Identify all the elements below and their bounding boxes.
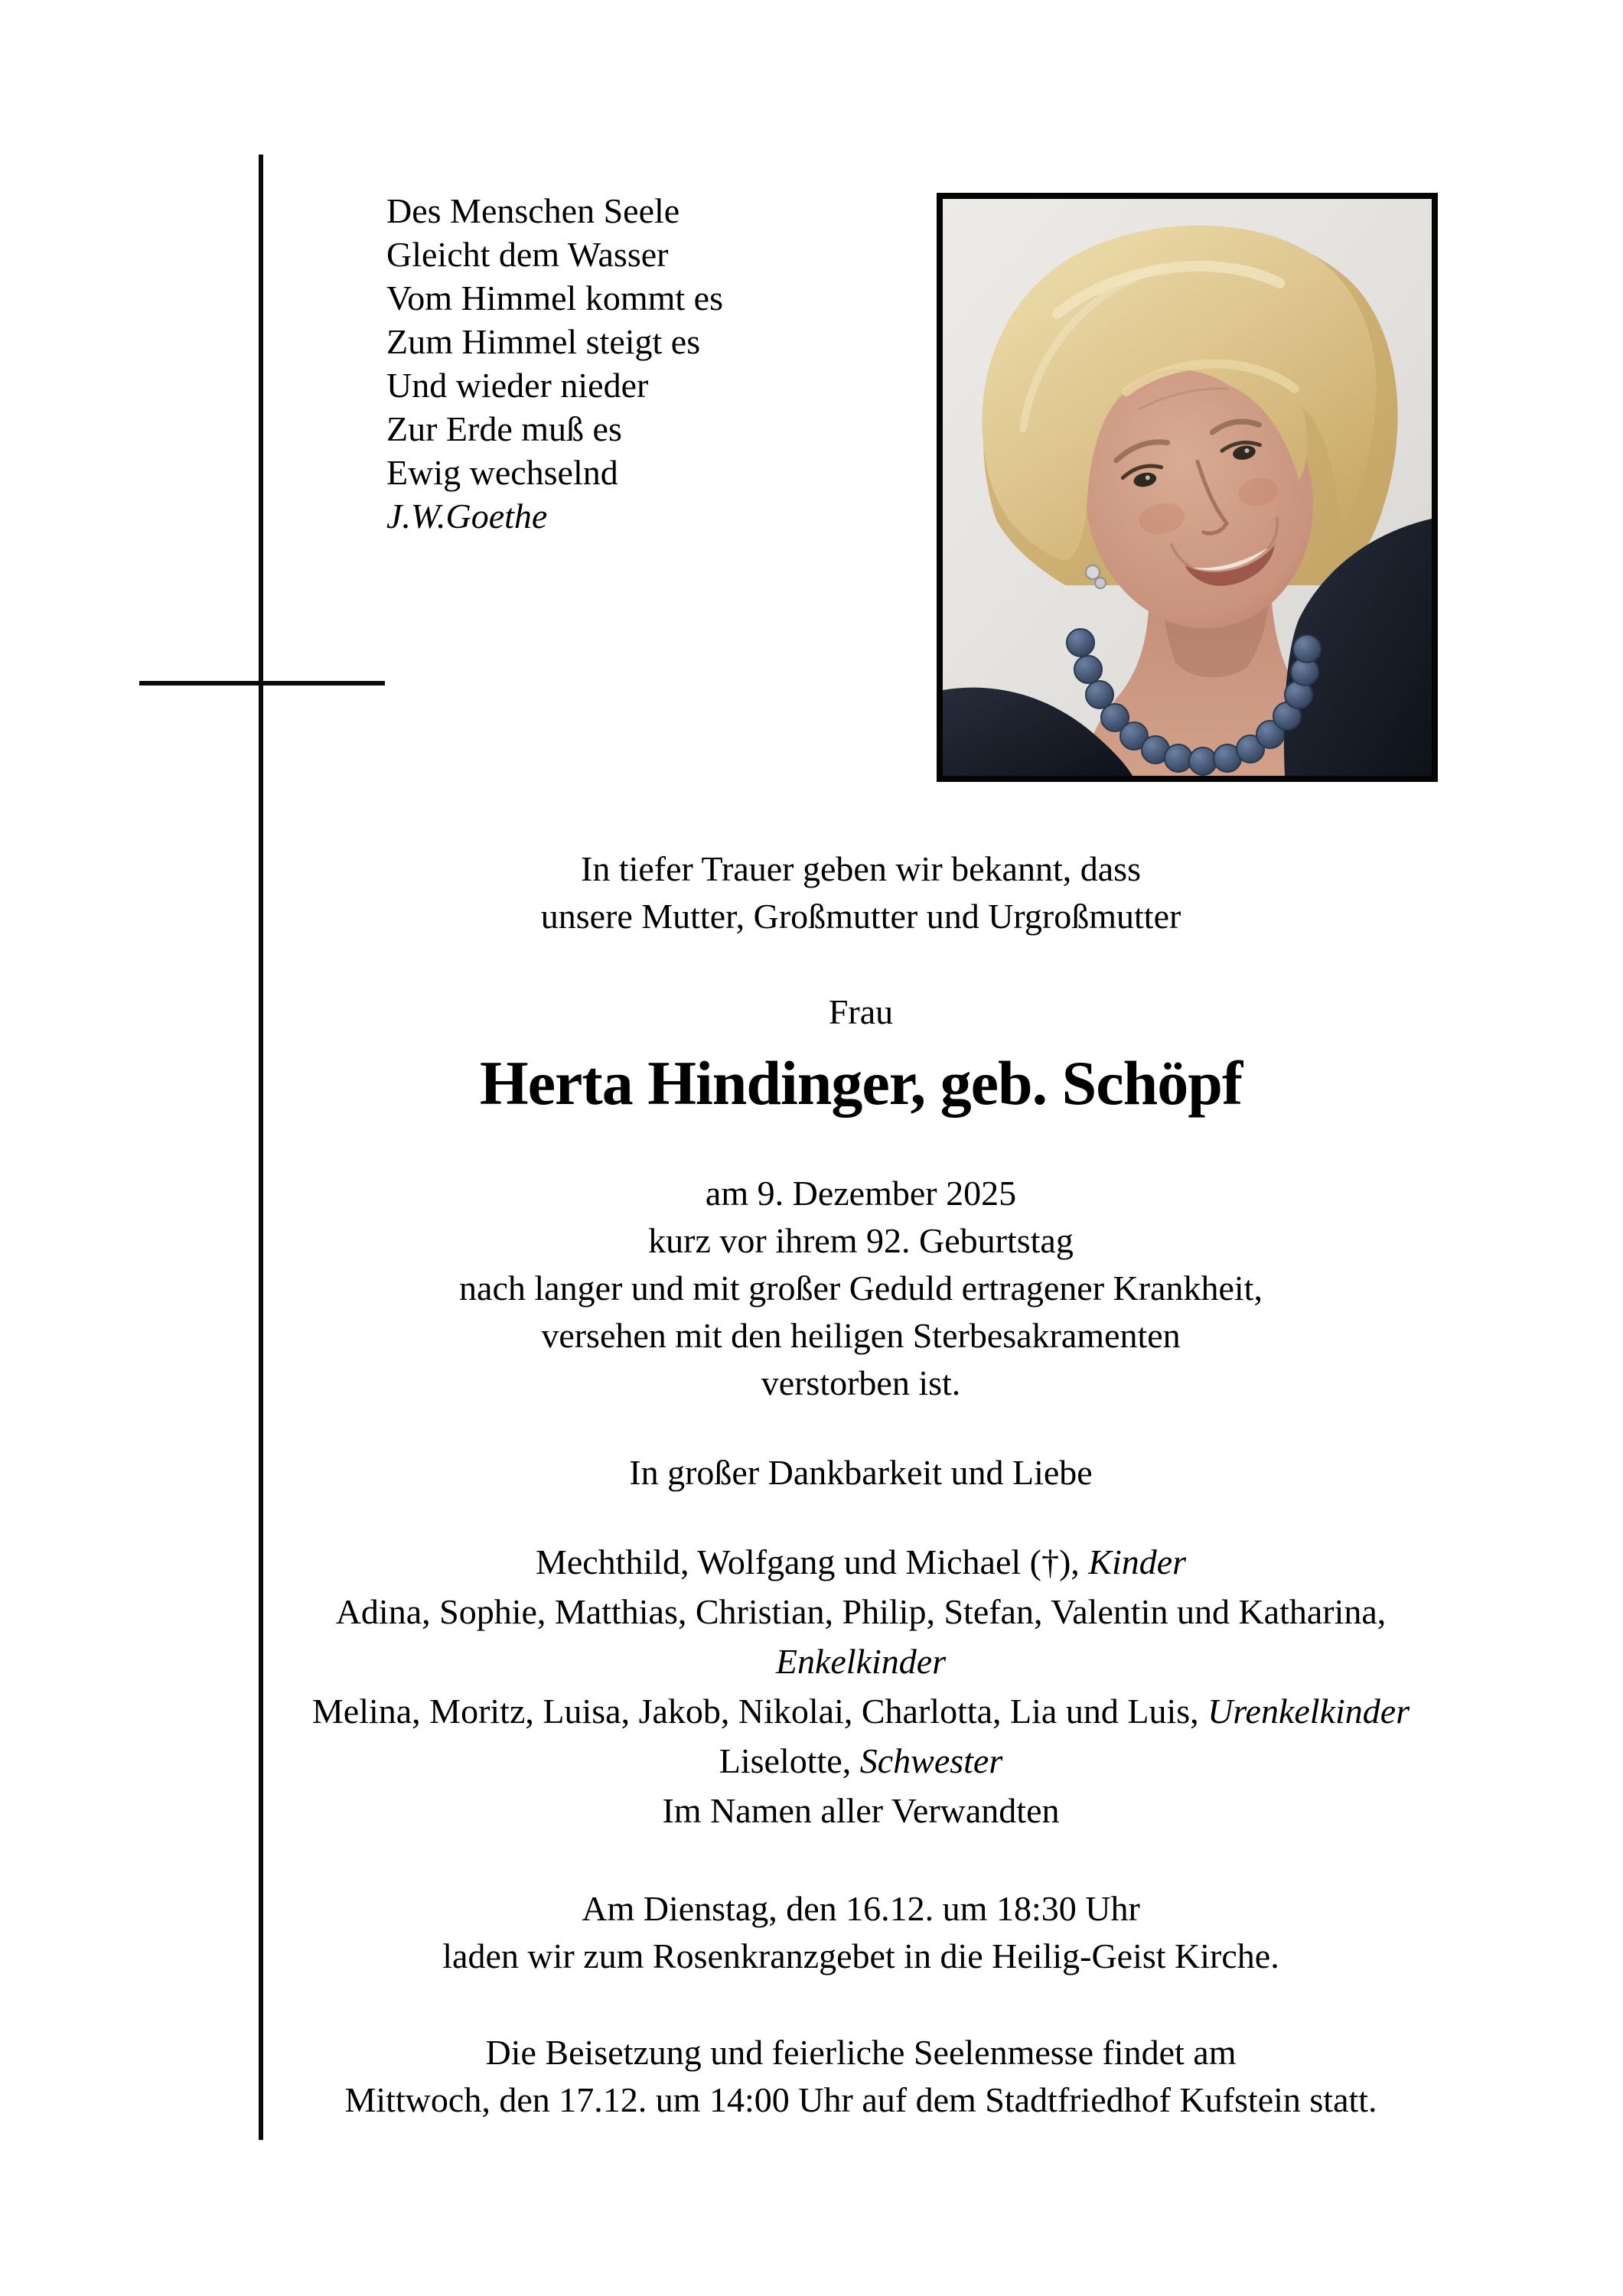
- mourner-line: [99, 1786, 1623, 1835]
- deceased-name: Herta Hindinger, geb. Schöpf: [479, 1048, 1243, 1118]
- mourner-relation: Urenkelkinder: [1207, 1692, 1410, 1731]
- mourner-names: Mechthild, Wolfgang und Michael (†),: [535, 1542, 1089, 1581]
- intro-line: unsere Mutter, Großmutter und Urgroßmutter: [540, 897, 1181, 936]
- rosary-block: [99, 1885, 1623, 1980]
- memorial-cross-vertical-line: [259, 155, 263, 2140]
- mourner-line: [99, 1686, 1623, 1736]
- poem-line: Des Menschen Seele: [386, 191, 680, 230]
- mourner-line: [99, 1736, 1623, 1786]
- mourner-names: Melina, Moritz, Luisa, Jakob, Nikolai, Charlotta, Lia und Luis,: [311, 1692, 1208, 1731]
- poem-attribution: J.W.Goethe: [386, 497, 548, 536]
- mourner-names: Liselotte,: [719, 1741, 860, 1780]
- intro-line: In tiefer Trauer geben wir bekannt, dass: [581, 849, 1141, 888]
- mourner-names: Im Namen aller Verwandten: [662, 1791, 1060, 1830]
- death-detail-line: nach langer und mit großer Geduld ertragener Krankheit,: [459, 1268, 1263, 1308]
- death-detail-line: kurz vor ihrem 92. Geburtstag: [648, 1221, 1074, 1260]
- mourner-relation: Schwester: [859, 1741, 1003, 1780]
- poem-line: Und wieder nieder: [386, 366, 649, 405]
- poem-line: Gleicht dem Wasser: [386, 235, 669, 274]
- salutation: Frau: [828, 992, 894, 1031]
- mourner-relation: Kinder: [1088, 1542, 1187, 1581]
- mourner-names: Adina, Sophie, Matthias, Christian, Philip, Stefan, Valentin und Katharina,: [335, 1592, 1387, 1631]
- poem-block: [386, 189, 723, 538]
- death-details-block: [99, 1170, 1623, 1407]
- funeral-block: [99, 2029, 1623, 2124]
- rosary-line: Am Dienstag, den 16.12. um 18:30 Uhr: [582, 1889, 1140, 1928]
- mourner-line: [99, 1637, 1623, 1686]
- mourners-block: [99, 1537, 1623, 1835]
- gratitude-line: In großer Dankbarkeit und Liebe: [629, 1453, 1093, 1492]
- memorial-cross-horizontal-line: [139, 681, 385, 686]
- death-detail-line: versehen mit den heiligen Sterbesakramenten: [541, 1316, 1181, 1355]
- poem-line: Ewig wechselnd: [386, 453, 618, 492]
- rosary-line: laden wir zum Rosenkranzgebet in die Heilig-Geist Kirche.: [442, 1936, 1279, 1975]
- portrait-illustration: [943, 199, 1432, 776]
- portrait-photo: [937, 193, 1438, 782]
- mourner-relation: Enkelkinder: [775, 1642, 947, 1681]
- poem-line: Zur Erde muß es: [386, 409, 622, 448]
- intro-block: [99, 845, 1623, 940]
- death-detail-line: am 9. Dezember 2025: [705, 1174, 1017, 1213]
- mourner-line: [99, 1537, 1623, 1587]
- death-detail-line: verstorben ist.: [761, 1363, 961, 1402]
- mourner-line: [99, 1587, 1623, 1637]
- poem-line: Vom Himmel kommt es: [386, 278, 723, 318]
- funeral-line: Die Beisetzung und feierliche Seelenmesse findet am: [485, 2033, 1237, 2072]
- funeral-line: Mittwoch, den 17.12. um 14:00 Uhr auf dem Stadtfriedhof Kufstein statt.: [344, 2080, 1377, 2119]
- poem-line: Zum Himmel steigt es: [386, 322, 701, 361]
